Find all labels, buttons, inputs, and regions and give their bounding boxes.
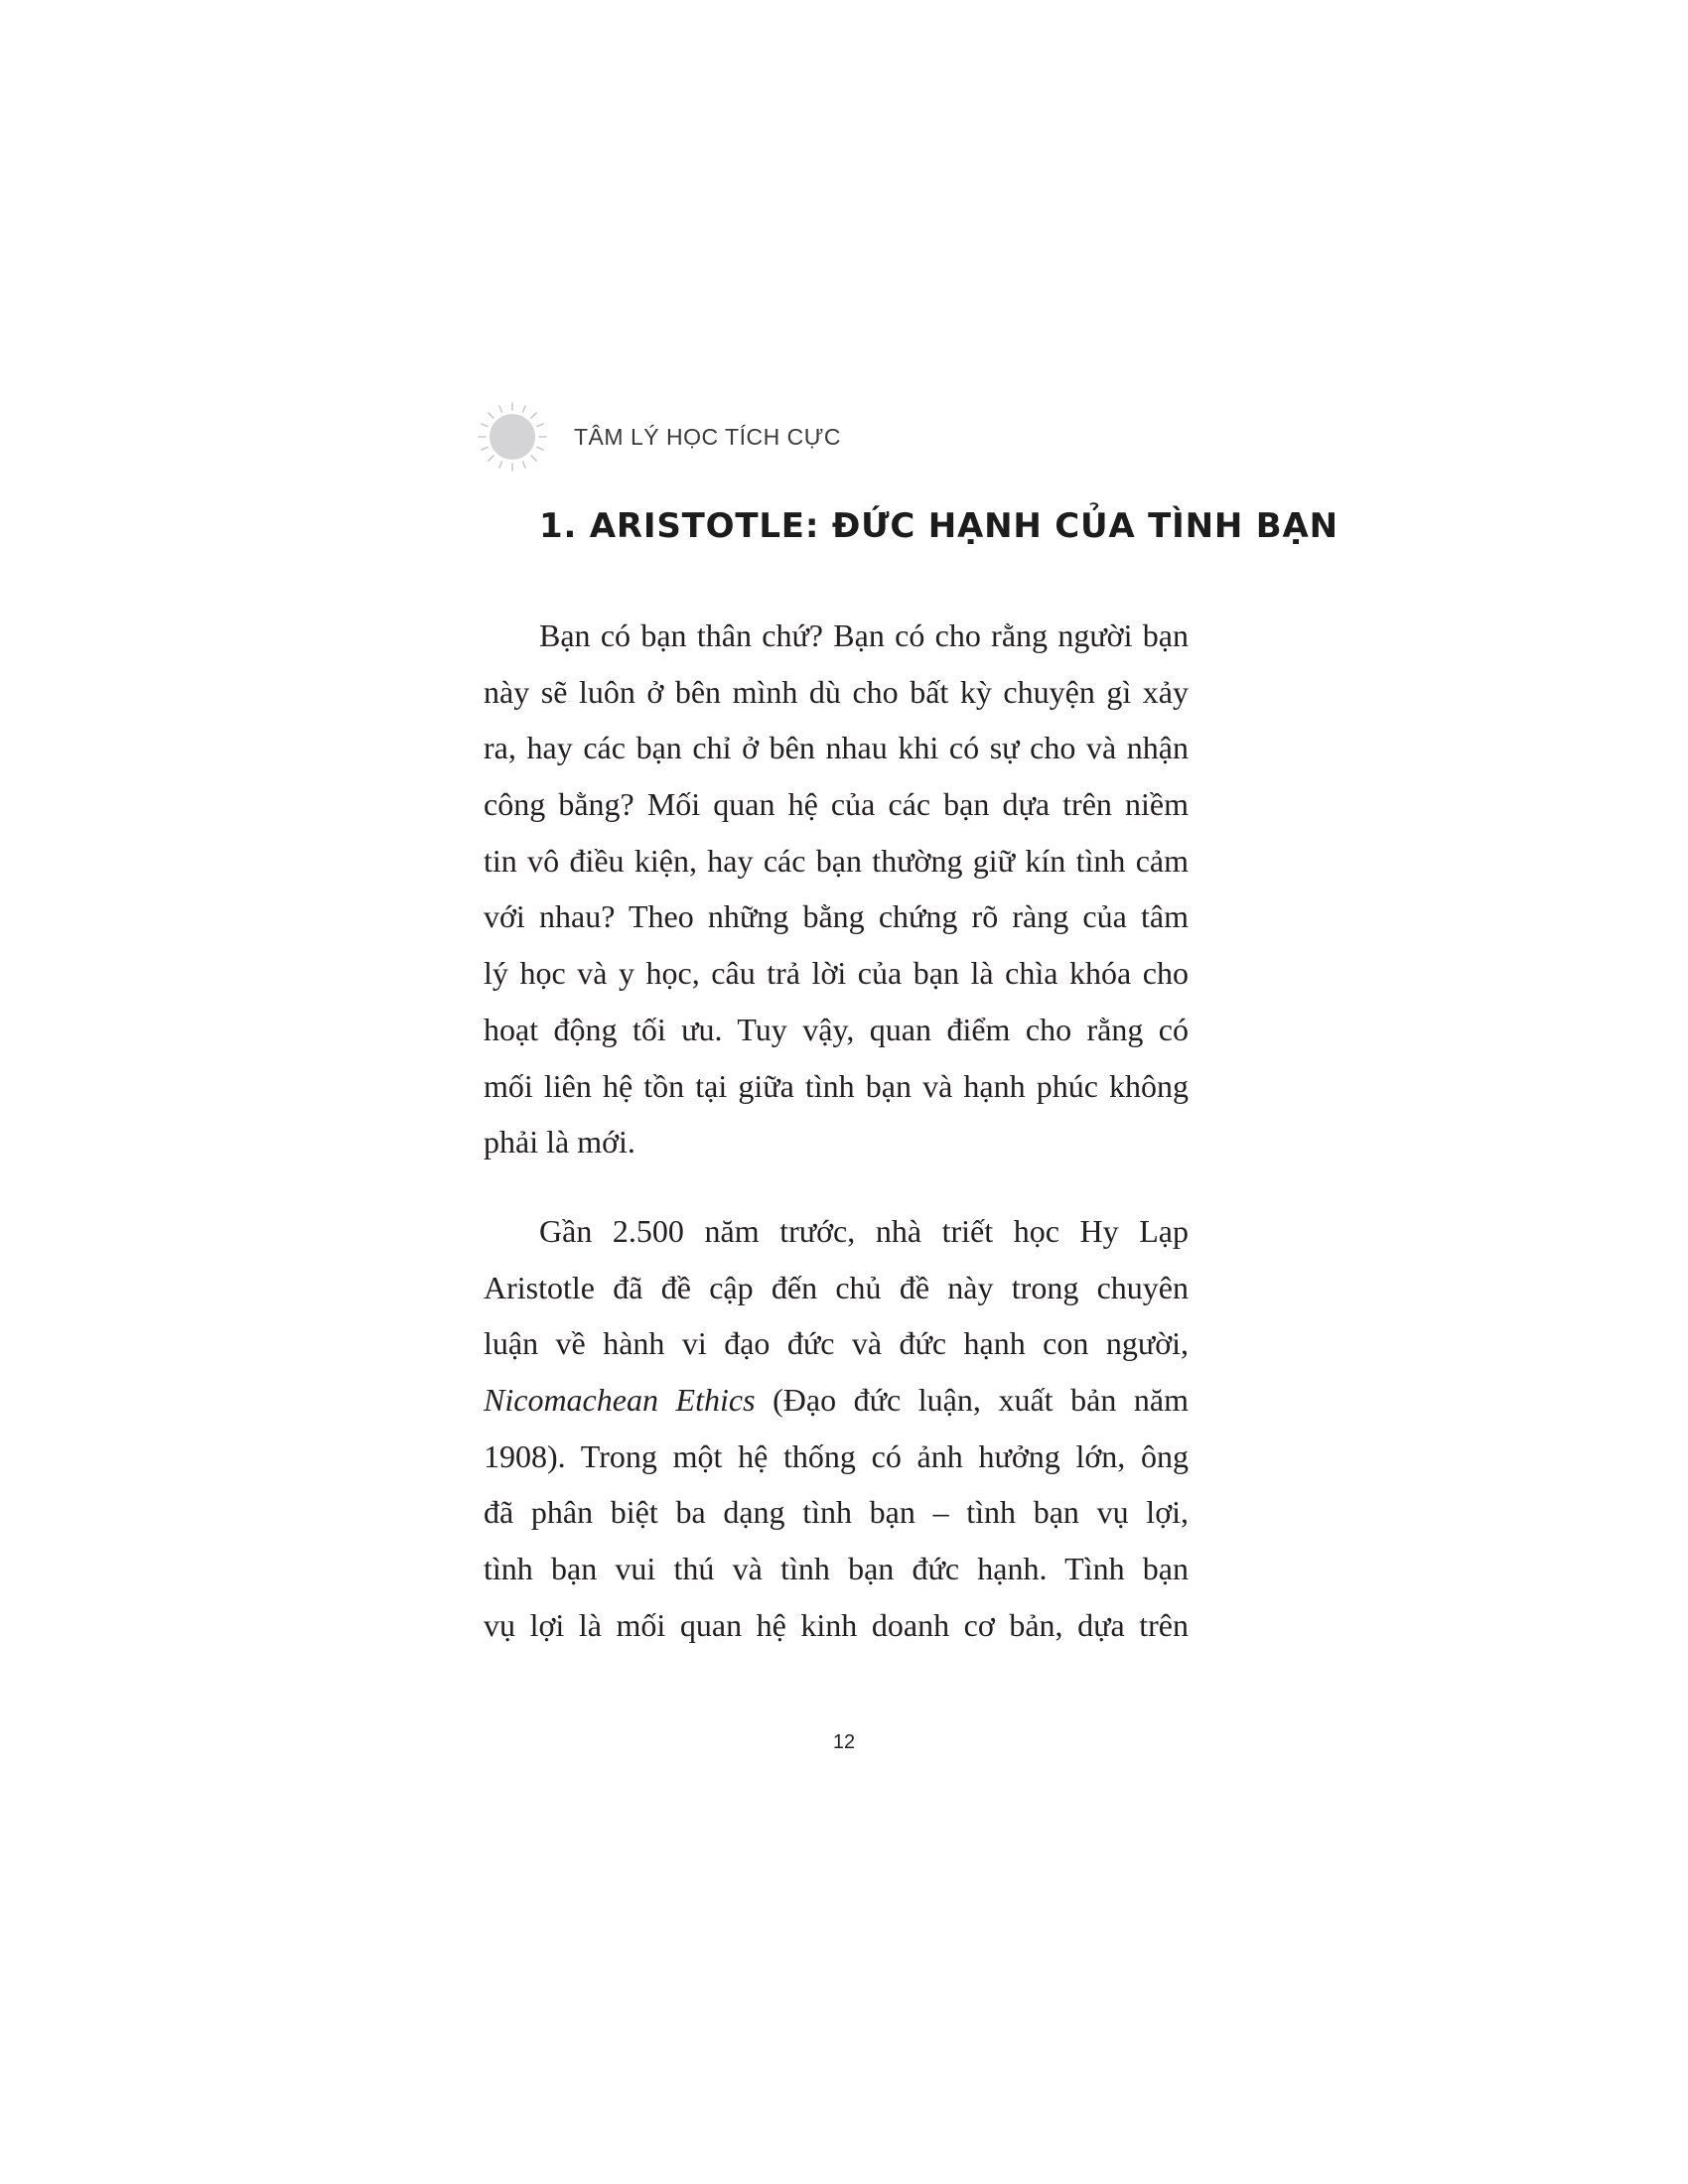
- text-line: Bạn có bạn thân chứ? Bạn có cho rằng người bạn: [539, 617, 1189, 653]
- paragraph-1: [484, 608, 1189, 1170]
- running-title: TÂM LÝ HỌC TÍCH CỰC: [574, 423, 841, 450]
- text-line: lý học và y học, câu trả lời của bạn là chìa khóa cho: [484, 955, 1189, 992]
- chapter-title: 1. ARISTOTLE: ĐỨC HẠNH CỦA TÌNH BẠN: [539, 506, 1338, 546]
- text-line: tin vô điều kiện, hay các bạn thường giữ kín tình cảm: [484, 842, 1189, 879]
- text-line: với nhau? Theo những bằng chứng rõ ràng của tâm: [484, 898, 1189, 935]
- text-line: phải là mới.: [484, 1124, 635, 1160]
- text-line: vụ lợi là mối quan hệ kinh doanh cơ bản, dựa trên: [484, 1606, 1189, 1643]
- text-line: 1908). Trong một hệ thống có ảnh hưởng lớn, ông: [484, 1437, 1189, 1474]
- running-header: [475, 399, 841, 475]
- text-line: ra, hay các bạn chỉ ở bên nhau khi có sự cho và nhận: [484, 730, 1189, 766]
- page-number: 12: [832, 1731, 856, 1753]
- paragraph-2: [484, 1203, 1189, 1654]
- text-line: Aristotle đã đề cập đến chủ đề này trong chuyên: [484, 1269, 1189, 1305]
- text-line: công bằng? Mối quan hệ của các bạn dựa trên niềm: [484, 786, 1189, 823]
- text-line: luận về hành vi đạo đức và đức hạnh con người,: [484, 1325, 1189, 1362]
- text-line: mối liên hệ tồn tại giữa tình bạn và hạnh phúc không: [484, 1067, 1189, 1104]
- text-line: đã phân biệt ba dạng tình bạn – tình bạn vụ lợi,: [484, 1494, 1189, 1531]
- book-title-italic: Nicomachean Ethics: [484, 1382, 756, 1419]
- sun-icon: [475, 399, 550, 475]
- text-line: tình bạn vui thú và tình bạn đức hạnh. Tình bạn: [484, 1551, 1189, 1587]
- text-line: Gần 2.500 năm trước, nhà triết học Hy Lạp: [539, 1213, 1189, 1249]
- text-line-rest: (Đạo đức luận, xuất bản năm: [755, 1382, 1190, 1419]
- text-line: này sẽ luôn ở bên mình dù cho bất kỳ chuyện gì xảy: [484, 673, 1189, 710]
- text-line-with-italic-title: [484, 1372, 1189, 1429]
- text-line: hoạt động tối ưu. Tuy vậy, quan điểm cho rằng có: [484, 1011, 1189, 1047]
